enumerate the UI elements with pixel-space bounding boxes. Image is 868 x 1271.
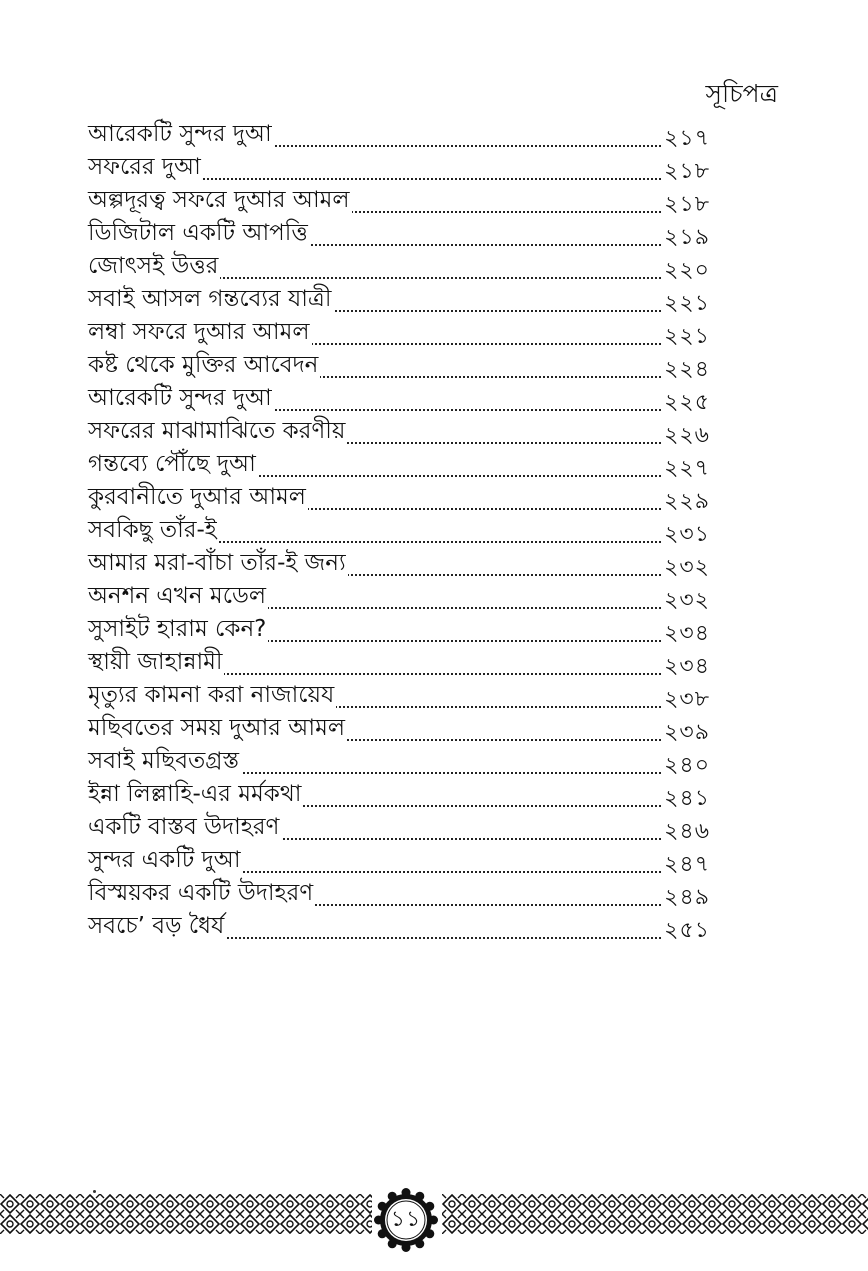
- toc-entry-page: ২৩৯: [664, 720, 710, 745]
- toc-entry-page: ২৪৯: [664, 885, 710, 910]
- page-title: সূচিপত্র: [705, 79, 778, 108]
- toc-row[interactable]: [88, 448, 710, 481]
- page-number: ১১: [390, 1207, 422, 1232]
- toc-row[interactable]: [88, 547, 710, 580]
- toc-row[interactable]: [88, 184, 710, 217]
- toc-row[interactable]: [88, 877, 710, 910]
- toc-row[interactable]: [88, 283, 710, 316]
- toc-entry-page: ২৪৭: [664, 852, 710, 877]
- toc-entry-title: সুসাইট হারাম কেন?: [88, 616, 267, 642]
- toc-entry-title: আরেকটি সুন্দর দুআ: [88, 121, 272, 147]
- toc-entry-page: ২৪১: [664, 786, 710, 811]
- toc-entry-title: স্থায়ী জাহান্নামী: [88, 649, 223, 675]
- toc-entry-title: আরেকটি সুন্দর দুআ: [88, 385, 272, 411]
- toc-entry-title: একটি বাস্তব উদাহরণ: [88, 814, 280, 840]
- toc-entry-page: ২৩২: [664, 588, 710, 613]
- toc-row[interactable]: [88, 844, 710, 877]
- toc-row[interactable]: [88, 679, 710, 712]
- toc-row[interactable]: [88, 316, 710, 349]
- toc-entry-title: সবাই মছিবতগ্রস্ত: [88, 748, 240, 774]
- toc-row[interactable]: [88, 481, 710, 514]
- toc-entry-title: ইন্না লিল্লাহি-এর মর্মকথা: [88, 781, 302, 807]
- toc-row[interactable]: [88, 250, 710, 283]
- toc-row[interactable]: [88, 514, 710, 547]
- toc-entry-page: ২১৭: [664, 126, 710, 151]
- lattice-border-icon: [442, 1194, 868, 1234]
- toc-entry-title: অনশন এখন মডেল: [88, 583, 267, 609]
- toc-entry-page: ২২৫: [664, 390, 710, 415]
- toc-entry-page: ২১৯: [664, 225, 710, 250]
- toc-entry-page: ২২১: [664, 291, 710, 316]
- toc-entry-page: ২৩৪: [664, 621, 710, 646]
- toc-entry-title: আমার মরা-বাঁচা তাঁর-ই জন্য: [88, 550, 346, 576]
- toc-entry-title: ডিজিটাল একটি আপত্তি: [88, 220, 308, 246]
- toc-entry-page: ২২৬: [664, 423, 710, 448]
- footer-ornament: [0, 1188, 868, 1240]
- toc-entry-title: সফরের দুআ: [88, 154, 201, 180]
- toc-entry-page: ২৫১: [664, 918, 710, 943]
- toc-entry-page: ২৩১: [664, 522, 710, 547]
- toc-entry-page: ২২৪: [664, 357, 710, 382]
- toc-entry-page: ২২১: [664, 324, 710, 349]
- toc-entry-title: গন্তব্যে পৌঁছে দুআ: [88, 451, 256, 477]
- toc-entry-title: কষ্ট থেকে মুক্তির আবেদন: [88, 352, 319, 378]
- toc-entry-page: ২৩৮: [664, 687, 710, 712]
- toc-row[interactable]: [88, 613, 710, 646]
- toc-entry-page: ২৪০: [664, 753, 710, 778]
- toc-entry-title: সবচে’ বড় ধৈর্য: [88, 913, 225, 939]
- toc-entry-title: মছিবতের সময় দুআর আমল: [88, 715, 345, 741]
- toc-entry-page: ২৪৬: [664, 819, 710, 844]
- toc-entry-title: সফরের মাঝামাঝিতে করণীয়: [88, 418, 346, 444]
- toc-entry-page: ২২৯: [664, 489, 710, 514]
- toc-row[interactable]: [88, 712, 710, 745]
- toc-row[interactable]: [88, 778, 710, 811]
- toc-entry-page: ২২৭: [664, 456, 710, 481]
- toc-entry-page: ২১৮: [664, 159, 710, 184]
- toc-entry-title: জোৎসই উত্তর: [88, 253, 219, 279]
- toc-row[interactable]: [88, 382, 710, 415]
- lattice-border-icon: [0, 1194, 372, 1234]
- toc-entry-title: কুরবানীতে দুআর আমল: [88, 484, 306, 510]
- table-of-contents: [88, 118, 710, 943]
- toc-row[interactable]: [88, 745, 710, 778]
- toc-entry-title: মৃত্যুর কামনা করা নাজায়েয: [88, 682, 335, 708]
- toc-entry-title: সুন্দর একটি দুআ: [88, 847, 241, 873]
- toc-row[interactable]: [88, 151, 710, 184]
- toc-entry-page: ২৩২: [664, 555, 710, 580]
- toc-row[interactable]: [88, 349, 710, 382]
- toc-row[interactable]: [88, 415, 710, 448]
- toc-row[interactable]: [88, 910, 710, 943]
- toc-entry-title: বিস্ময়কর একটি উদাহরণ: [88, 880, 314, 906]
- toc-entry-title: সবকিছু তাঁর-ই: [88, 517, 217, 543]
- toc-row[interactable]: [88, 811, 710, 844]
- toc-entry-page: ২২০: [664, 258, 710, 283]
- toc-row[interactable]: [88, 118, 710, 151]
- toc-row[interactable]: [88, 580, 710, 613]
- toc-row[interactable]: [88, 646, 710, 679]
- toc-entry-title: লম্বা সফরে দুআর আমল: [88, 319, 310, 345]
- toc-row[interactable]: [88, 217, 710, 250]
- toc-entry-page: ২১৮: [664, 192, 710, 217]
- toc-entry-page: ২৩৪: [664, 654, 710, 679]
- toc-entry-title: সবাই আসল গন্তব্যের যাত্রী: [88, 286, 332, 312]
- toc-entry-title: অল্পদূরত্ব সফরে দুআর আমল: [88, 187, 350, 213]
